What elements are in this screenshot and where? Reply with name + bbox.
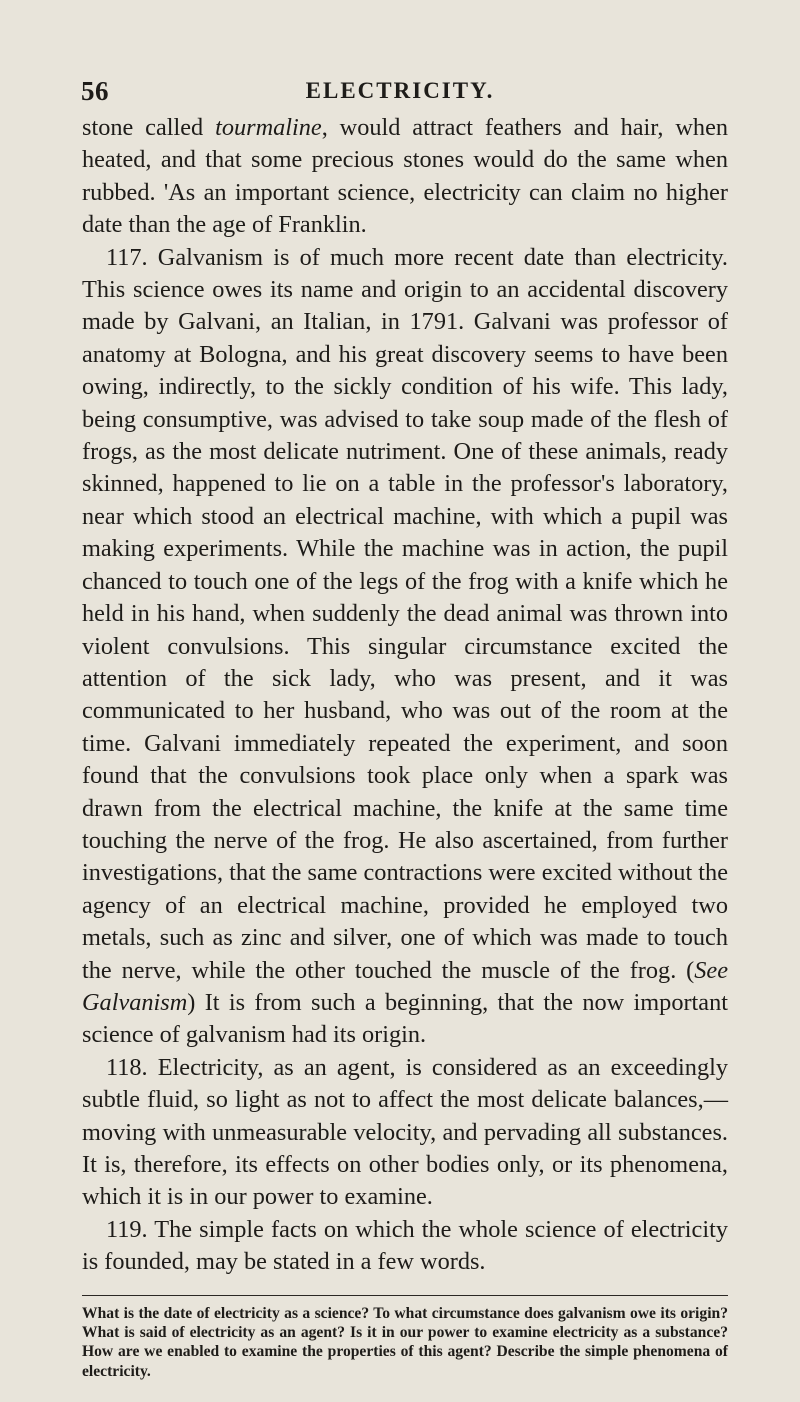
text-segment: ) It is from such a beginning, that the now important science of galvanism had its origin. [82,988,728,1049]
page-number: 56 [81,76,109,106]
body-text [82,112,728,1279]
text-segment: stone called [82,114,216,141]
page-header [0,76,800,110]
paragraph-p118 [82,1052,728,1214]
paragraph-p117 [82,242,728,1052]
italic-text: See Galvanism [82,956,728,1016]
italic-text: tourmaline [215,114,322,141]
paragraph-p0 [82,112,728,242]
text-segment: 117. Galvanism is of much more recent date than electricity. This science owes its name and origin to an accidental discovery made by Galvani, an Italian, in 1791. Galvani was professor of anatomy at Bologna, and his great discovery seems to have been owing, indirectly, to the sickly condition of his wife. This lady, being consumptive, was advised to take soup made of the flesh of frogs, as the most delicate nutriment. One of these animals, ready skinned, happened to lie on a table in the professor's laboratory, near which stood an electrical machine, with which a pupil was making experiments. While the machine was in action, the pupil chanced to touch one of the legs of the frog with a knife which he held in his hand, when suddenly the dead animal was thrown into violent convulsions. This singular circumstance excited the attention of the sick lady, who was present, and it was communicated to her husband, who was out of the room at the time. Galvani immediately repeated the experiment, and soon found that the convulsions took place only when a spark was drawn from the electrical machine, the knife at the same time touching the nerve of the frog. He also ascertained, from further investigations, that the same contractions were excited without the agency of an electrical machine, provided he employed two metals, such as zinc and silver, one of which was made to touch the nerve, while the other touched the muscle of the frog. ( [82,243,728,984]
footnote-rule [82,1295,728,1296]
paragraph-p119 [82,1214,728,1279]
review-questions: What is the date of electricity as a science? To what circumstance does galvanism owe its origin? What is said of electricity as an agent? Is it in our power to examine electricity as a substance? How are we enabled to examine the properties of this agent? Describe the simple phenomena of electricity. [82,1305,728,1380]
text-segment: 118. Electricity, as an agent, is considered as an exceedingly subtle fluid, so light as not to affect the most delicate balances,—moving with unmeasurable velocity, and pervading all substances. It is, therefore, its effects on other bodies only, or its phenomena, which it is in our power to examine. [82,1053,728,1211]
running-head: ELECTRICITY. [305,78,495,103]
text-segment: 119. The simple facts on which the whole science of electricity is founded, may be stated in a few words. [82,1215,728,1276]
text-segment: , would attract feathers and hair, when heated, and that some precious stones would do the same when rubbed. 'As an important science, electricity can claim no higher date than the age of Franklin. [82,114,728,239]
